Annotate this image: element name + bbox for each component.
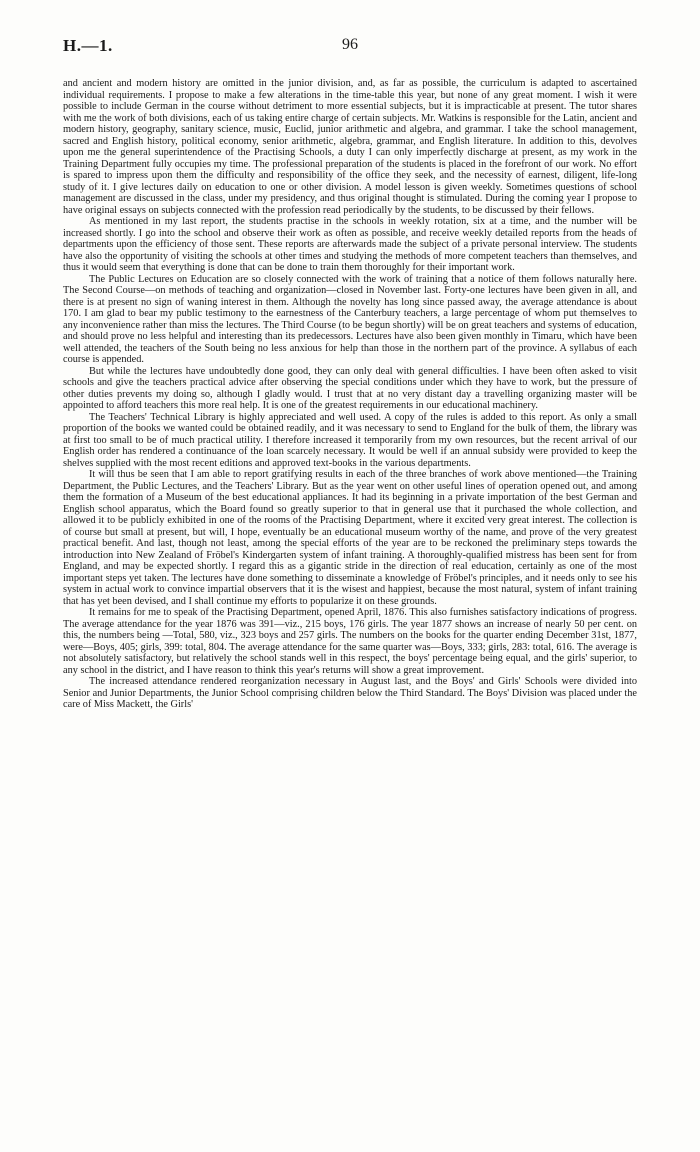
paragraph: As mentioned in my last report, the students practise in the schools in weekly rotation, six at a time, and the number will be increased shortly. I go into the school and observe their work as often as possible, and receive weekly detailed reports from the heads of departments upon the efficiency of those sent. These reports are afterwards made the subject of a private personal interview. The students have also the opportunity of visiting the schools at other times and studying the methods of more competent teachers than themselves, and thus it would seem that everything is done that can be done to train them thoroughly for their important work. xyxy=(63,216,637,273)
report-reference: H.—1. xyxy=(63,36,113,55)
paragraph: It remains for me to speak of the Practising Department, opened April, 1876. This also furnishes satisfactory indications of progress. The average attendance for the year 1876 was 391—viz., 215 boys, 176 girls. The year 1877 shows an increase of nearly 50 per cent. on this, the numbers being —Total, 580, viz., 323 boys and 257 girls. The numbers on the books for the quarter ending December 31st, 1877, were—Boys, 405; girls, 399: total, 804. The average attendance for the same quarter was—Boys, 333; girls, 283: total, 616. The average is not absolutely satisfactory, but relatively the school stands well in this respect, the boys' percentage being equal, and the girls' superior, to any school in the district, and I have reason to think this year's returns will show a great improvement. xyxy=(63,607,637,676)
paragraph: The Teachers' Technical Library is highly appreciated and well used. A copy of the rules is added to this report. As only a small proportion of the books we wanted could be obtained readily, and it was necessary to send to England for the bulk of them, the library was at first too small to be of much practical utility. I therefore increased it temporarily from my own resources, but the recent arrival of our English order has rendered a continuance of the loan scarcely necessary. It would be well if an annual subsidy were provided to keep the shelves supplied with the most recent editions and approved text-books in the various departments. xyxy=(63,411,637,469)
paragraph: It will thus be seen that I am able to report gratifying results in each of the three branches of work above mentioned—the Training Department, the Public Lectures, and the Teachers' Library. But as the year went on other useful lines of operation opened out, and among them the formation of a Museum of the best educational appliances. It had its beginning in a private importation of the best German and English school apparatus, which the Board found so greatly superior to that in general use that it purchased the whole collection, and allowed it to be publicly exhibited in one of the rooms of the Practising Department, where it excited very great interest. The collection is of course but small at present, but will, I hope, eventually be an educational museum worthy of the name, and prove of the very greatest practical benefit. And last, though not least, among the special efforts of the year are to be reckoned the preliminary steps towards the introduction into New Zealand of Fröbel's Kindergarten system of infant training. A thoroughly-qualified mistress has been sent for from England, and may be expected shortly. I regard this as a gigantic stride in the direction of real education, certainly as one of the most important steps yet taken. The lectures have done something to disseminate a knowledge of Fröbel's principles, and it needs only to see his system in actual work to convince impartial observers that it is the wisest and happiest, because the most natural, system of infant training that has yet been devised, and I shall continue my efforts to popularize it on these grounds. xyxy=(63,469,637,607)
page-number: 96 xyxy=(342,36,358,53)
paragraph: The increased attendance rendered reorganization necessary in August last, and the Boys' and Girls' Schools were divided into Senior and Junior Departments, the Junior School comprising children below the Third Standard. The Boys' Division was placed under the care of Miss Mackett, the Girls' xyxy=(63,676,637,710)
paragraph: But while the lectures have undoubtedly done good, they can only deal with general difficulties. I have been often asked to visit schools and give the teachers practical advice after observing the special conditions under which they have to work, but the pressure of other duties prevents my doing so, although I gladly would. I trust that at no very distant day a travelling organizing master will be appointed to afford teachers this more real help. It is one of the greatest requirements in our educational machinery. xyxy=(63,365,637,411)
page-header xyxy=(63,36,637,58)
body-text xyxy=(63,78,637,711)
paragraph: The Public Lectures on Education are so closely connected with the work of training that a notice of them follows naturally here. The Second Course—on methods of teaching and organization—closed in November last. Forty-one lectures have been given in all, and there is at present no sign of waning interest in them. Although the novelty has long since passed away, the average attendance is about 170. I am glad to bear my public testimony to the earnestness of the Canterbury teachers, a large percentage of whom put themselves to any inconvenience rather than miss the lectures. The Third Course (to be begun shortly) will be on great teachers and systems of education, and should prove no less helpful and interesting than its predecessors. Lectures have also been given monthly in Timaru, which have been well attended, the teachers of the South being no less anxious for help than those in the northern part of the province. A syllabus of each course is appended. xyxy=(63,273,637,365)
paragraph: and ancient and modern history are omitted in the junior division, and, as far as possible, the curriculum is adapted to ascertained individual requirements. I propose to make a few alterations in the time-table this year, but none of any great moment. I wish it were possible to include German in the course without detriment to more essential subjects, but it is impracticable at present. The tutor shares with me the work of both divisions, each of us taking entire charge of certain subjects. Mr. Watkins is responsible for the Latin, ancient and modern history, geography, sanitary science, music, Euclid, junior arithmetic and algebra, and grammar. I take the school management, sacred and English history, political economy, senior arithmetic, algebra, grammar, and English literature. In addition to this, devolves upon me the general superintendence of the Practising Schools, a duty I can only imperfectly discharge at present, as my work in the Training Department fully occupies my time. The professional preparation of the students is placed in the forefront of our work. No effort is spared to impress upon them the difficulty and responsibility of the office they seek, and the necessity of earnest, diligent, life-long study of it. I give lectures daily on education to one or other division. A model lesson is given weekly. Sometimes questions of school management are discussed in the class, under my presidency, and thus original thought is stimulated. During the coming year I propose to have original essays on subjects connected with the profession read periodically by the students, to be discussed by their fellows. xyxy=(63,78,637,216)
